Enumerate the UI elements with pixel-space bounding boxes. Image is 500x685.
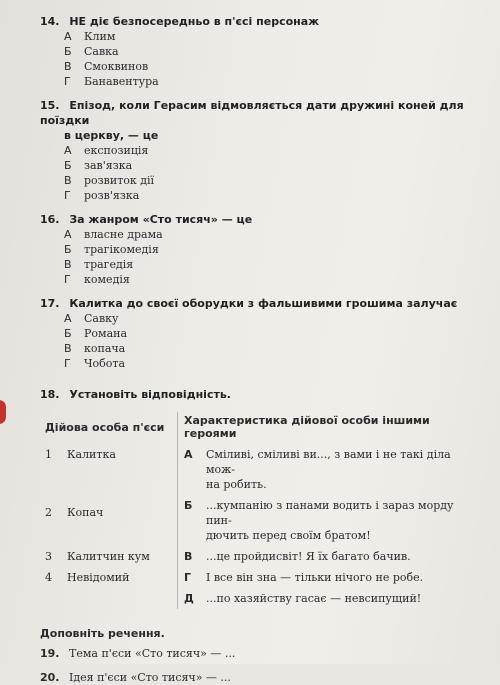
option-letter: Г (64, 273, 71, 286)
question-text-continued: в церкву, — це (64, 129, 159, 142)
answer-option[interactable] (64, 242, 474, 257)
table-row (45, 567, 471, 588)
left-item-name: Копач (67, 506, 104, 519)
question-heading (40, 212, 474, 227)
fill-item (40, 670, 474, 685)
option-text: власне драма (84, 228, 163, 241)
option-text: трагедія (84, 258, 134, 271)
right-item-letter: В (178, 546, 207, 567)
question-number: 20. (40, 671, 60, 684)
answer-option[interactable] (64, 188, 474, 203)
option-text: копача (84, 342, 126, 355)
question-number: 18. (40, 388, 60, 401)
question-heading (40, 14, 474, 29)
right-item-letter: Д (178, 588, 207, 609)
answer-option[interactable] (64, 74, 474, 89)
left-item-name: Калитка (67, 448, 116, 461)
left-item-number: 3 (45, 550, 52, 563)
question-16 (40, 212, 474, 287)
answer-option[interactable] (64, 227, 474, 242)
question-text: Ідея п'єси «Сто тисяч» — ... (69, 671, 231, 684)
option-text: Клим (84, 30, 116, 43)
option-letter: В (64, 258, 72, 271)
answer-option[interactable] (64, 356, 474, 371)
option-text: експозиція (84, 144, 149, 157)
answer-option[interactable] (64, 326, 474, 341)
fill-item (40, 646, 474, 661)
question-number: 19. (40, 647, 60, 660)
question-text: Епізод, коли Герасим відмовляється дати дружині коней для поїздки (40, 99, 464, 127)
option-text: трагікомедія (84, 243, 159, 256)
answer-option[interactable] (64, 341, 474, 356)
option-letter: В (64, 342, 72, 355)
right-item-letter: А (178, 444, 207, 495)
right-item-text: ...кумпанію з панами водить і зараз морду пин- дючить перед своїм братом! (206, 499, 454, 542)
table-row (45, 588, 471, 609)
question-number: 14. (40, 15, 60, 28)
question-17 (40, 296, 474, 371)
option-letter: В (64, 174, 72, 187)
option-letter: Г (64, 357, 71, 370)
left-item-name: Калитчин кум (67, 550, 150, 563)
option-text: розвиток дії (84, 174, 155, 187)
left-item-number: 1 (45, 448, 52, 461)
left-column-header: Дійова особа п'єси (45, 420, 165, 434)
option-letter: Б (64, 159, 72, 172)
option-text: Романа (84, 327, 128, 340)
question-heading (40, 296, 474, 311)
answer-option[interactable] (64, 143, 474, 158)
table-row (45, 495, 471, 546)
right-item-letter: Г (178, 567, 207, 588)
question-15 (40, 98, 474, 203)
table-row (45, 444, 471, 495)
option-text: Смоквинов (84, 60, 149, 73)
option-letter: В (64, 60, 72, 73)
question-text: Тема п'єси «Сто тисяч» — ... (69, 647, 236, 660)
matching-table (45, 412, 471, 609)
option-letter: А (64, 144, 72, 157)
option-letter: Г (64, 75, 71, 88)
question-text: Калитка до своєї оборудки з фальшивими грошима залучає (69, 297, 458, 310)
question-text: За жанром «Сто тисяч» — це (69, 213, 253, 226)
option-text: Чобота (84, 357, 126, 370)
option-letter: Г (64, 189, 71, 202)
right-item-letter: Б (178, 495, 207, 546)
answer-option[interactable] (64, 311, 474, 326)
right-item-text: ...це пройдисвіт! Я їх багато бачив. (206, 550, 411, 563)
option-letter: Б (64, 243, 72, 256)
question-number: 15. (40, 99, 60, 112)
question-14 (40, 14, 474, 89)
question-text: Установіть відповідність. (69, 388, 231, 401)
option-letter: А (64, 30, 72, 43)
option-text: Савка (84, 45, 119, 58)
right-item-text: І все він зна — тільки нічого не робе. (206, 571, 424, 584)
left-item-number: 4 (45, 571, 52, 584)
section-title: Доповніть речення. (40, 627, 165, 640)
option-text: комедія (84, 273, 130, 286)
option-letter: А (64, 228, 72, 241)
option-text: Банавентура (84, 75, 159, 88)
answer-option[interactable] (64, 272, 474, 287)
right-item-text: ...по хазяйству гасає — невсипущий! (206, 592, 422, 605)
question-heading (40, 387, 474, 402)
answer-option[interactable] (64, 158, 474, 173)
right-column-header: Характеристика дійової особи іншими героями (178, 412, 472, 444)
answer-option[interactable] (64, 44, 474, 59)
question-number: 17. (40, 297, 60, 310)
option-text: зав'язка (84, 159, 133, 172)
option-text: розв'язка (84, 189, 140, 202)
question-18 (40, 387, 474, 609)
question-number: 16. (40, 213, 60, 226)
question-heading (40, 98, 474, 143)
answer-option[interactable] (64, 257, 474, 272)
option-text: Савку (84, 312, 119, 325)
left-item-number: 2 (45, 506, 52, 519)
answer-option[interactable] (64, 29, 474, 44)
bookmark-tab (0, 400, 6, 424)
option-letter: А (64, 312, 72, 325)
option-letter: Б (64, 45, 72, 58)
table-row (45, 546, 471, 567)
answer-option[interactable] (64, 173, 474, 188)
option-letter: Б (64, 327, 72, 340)
question-text: НЕ діє безпосередньо в п'єсі персонаж (69, 15, 320, 28)
matching-header-row (45, 412, 471, 444)
right-item-text: Сміливі, сміливі ви..., з вами і не такі діла мож- на робить. (206, 448, 451, 491)
left-item-name: Невідомий (67, 571, 130, 584)
answer-option[interactable] (64, 59, 474, 74)
